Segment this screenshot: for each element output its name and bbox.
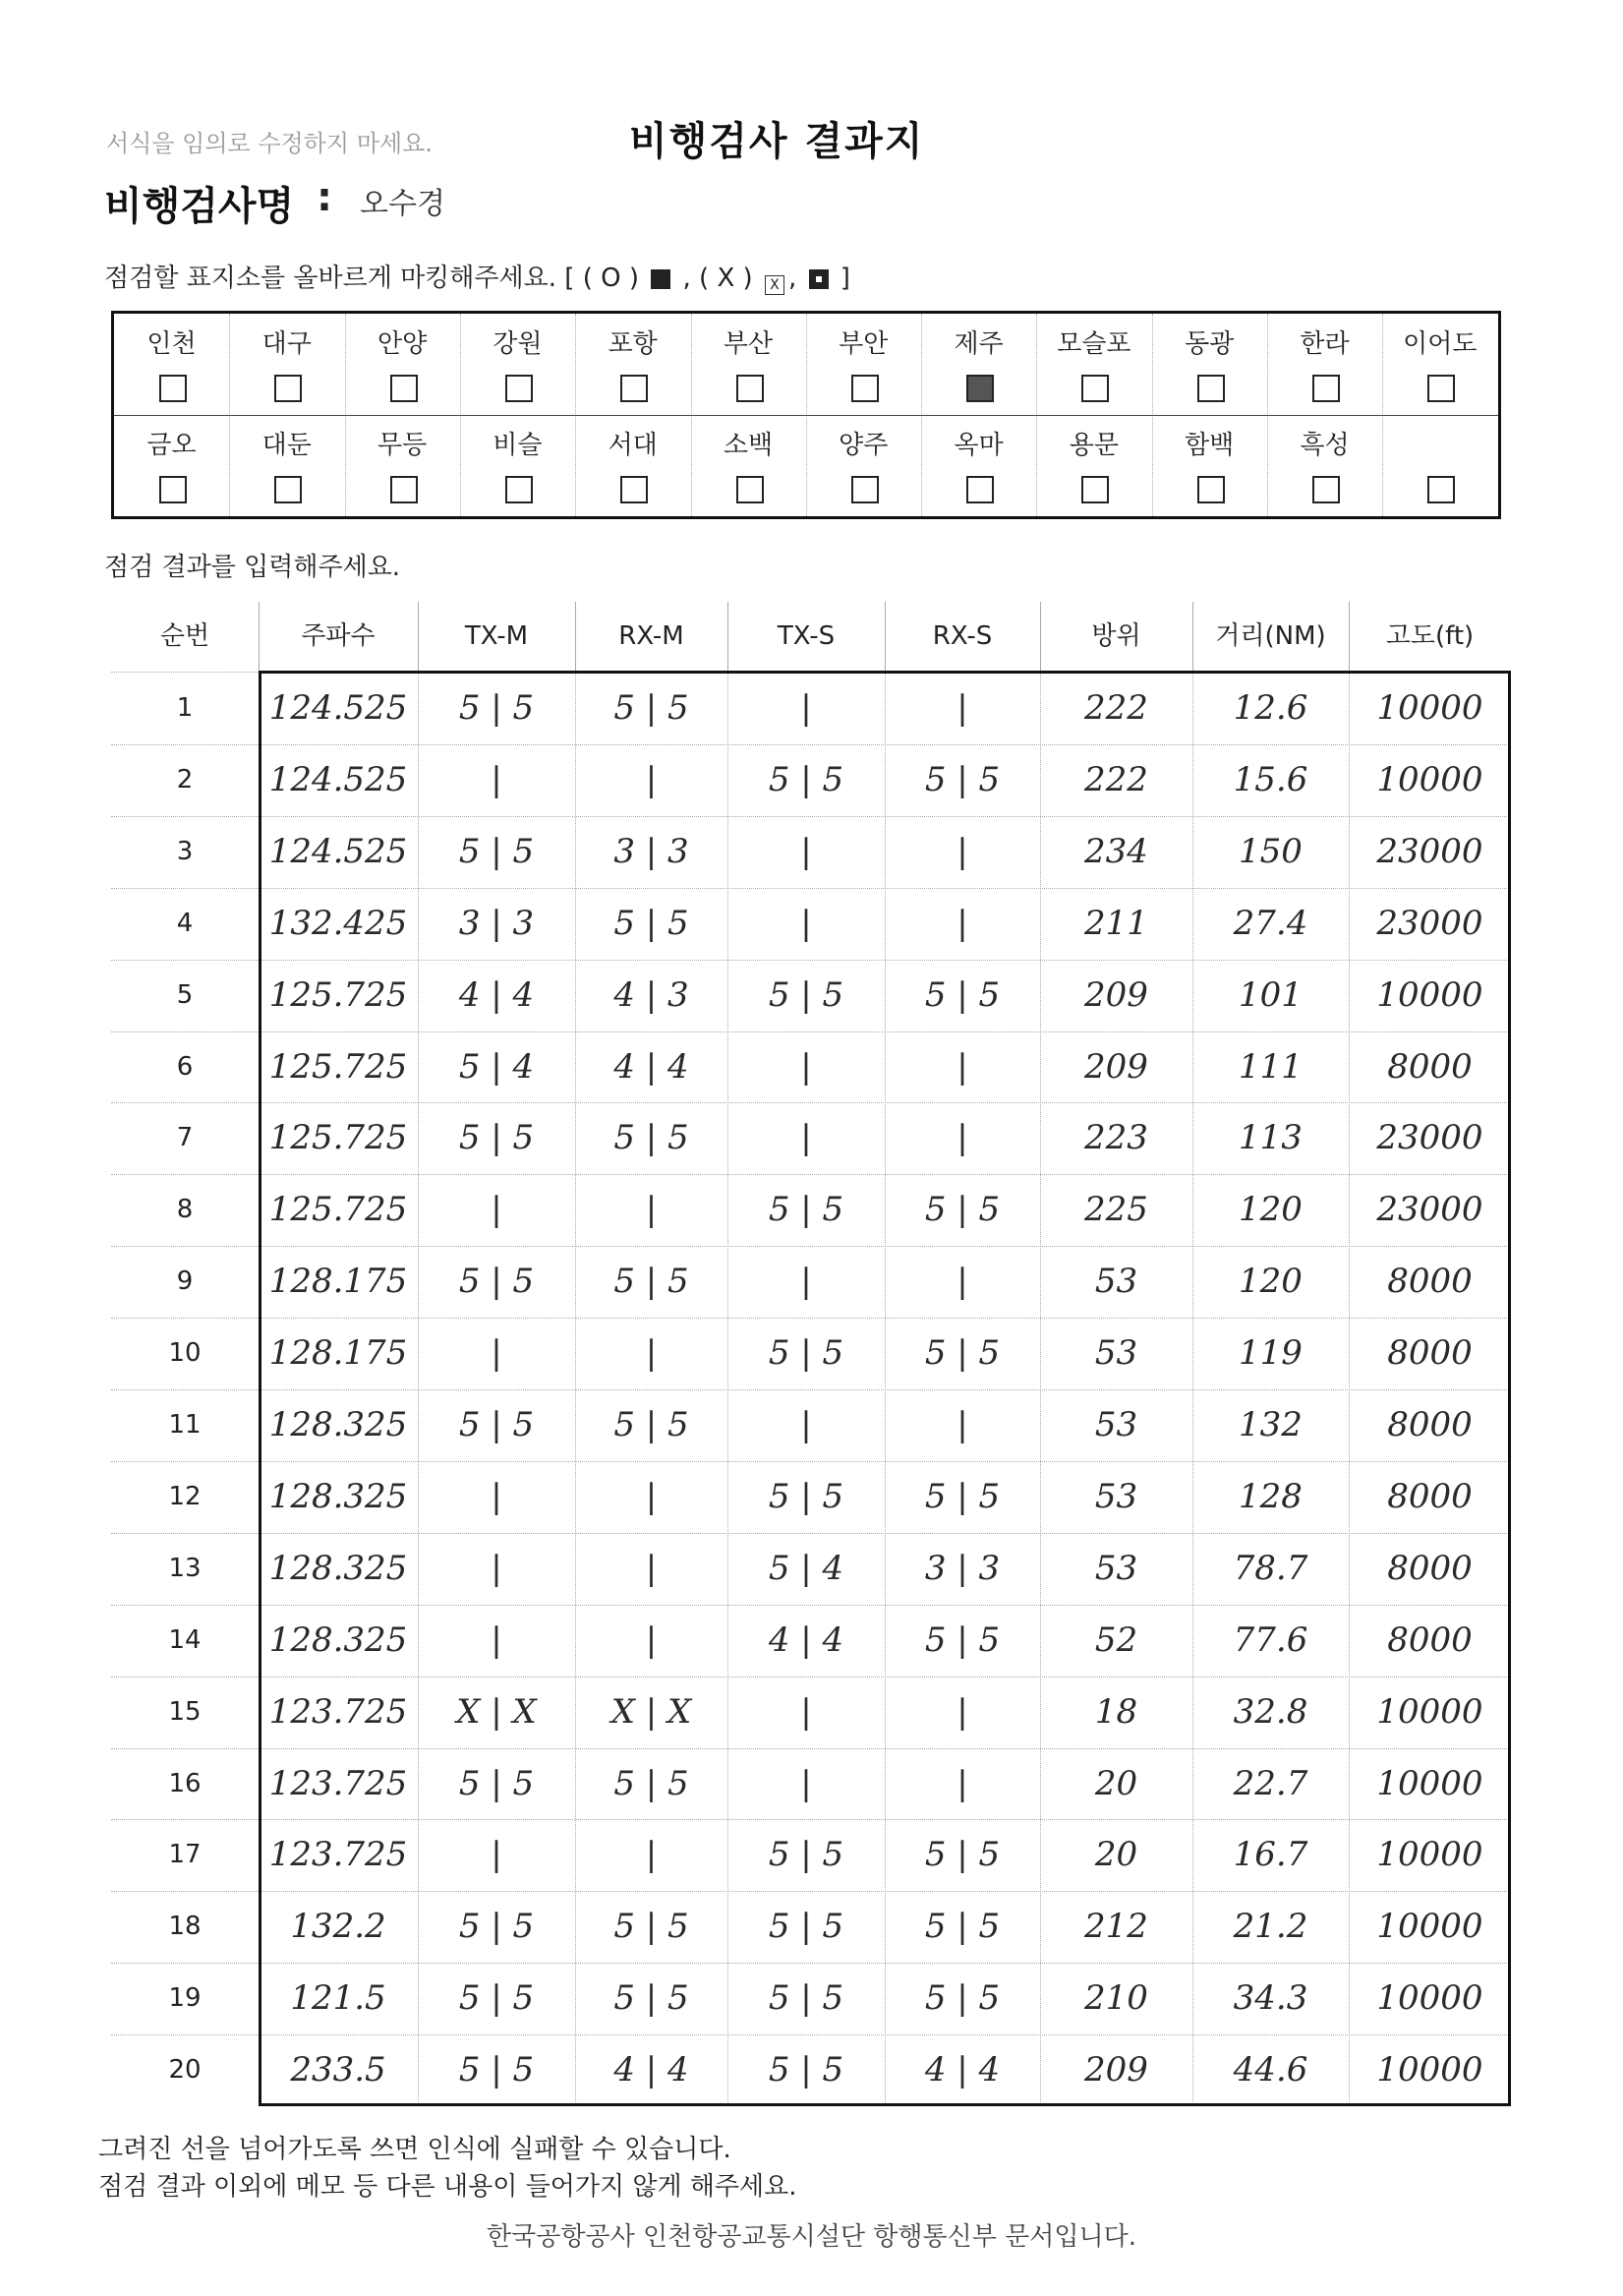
legend-dot-box-icon xyxy=(809,269,829,289)
cell-altitude[interactable]: 23000 xyxy=(1376,1190,1483,1230)
cell-distance[interactable]: 119 xyxy=(1239,1333,1303,1374)
cell-distance[interactable]: 34.3 xyxy=(1233,1978,1308,2019)
cell-rx-s[interactable]: 5 | 5 xyxy=(924,974,1001,1015)
cell-bearing[interactable]: 53 xyxy=(1094,1476,1138,1516)
cell-freq[interactable]: 233.5 xyxy=(290,2050,386,2090)
cell-bearing[interactable]: 53 xyxy=(1094,1333,1138,1374)
station-cell xyxy=(921,415,1036,516)
cell-rx-s[interactable]: 5 | 5 xyxy=(924,759,1001,799)
column-header-tx-s: TX-S xyxy=(777,621,836,651)
station-name: 포항 xyxy=(608,329,658,359)
station-name: 모슬포 xyxy=(1057,329,1131,359)
legend-filled-box-icon xyxy=(651,269,670,289)
cell-distance[interactable]: 113 xyxy=(1239,1118,1303,1158)
cell-bearing[interactable]: 209 xyxy=(1084,1046,1148,1087)
cell-tx-m[interactable]: 4 | 4 xyxy=(458,974,535,1015)
cell-rx-s[interactable]: 5 | 5 xyxy=(924,1835,1001,1875)
cell-tx-m[interactable]: | xyxy=(491,1835,502,1875)
cell-distance[interactable]: 120 xyxy=(1239,1262,1303,1302)
cell-distance[interactable]: 44.6 xyxy=(1233,2050,1308,2090)
cell-freq[interactable]: 125.725 xyxy=(268,974,408,1015)
cell-altitude[interactable]: 10000 xyxy=(1376,1835,1483,1875)
cell-bearing[interactable]: 211 xyxy=(1084,903,1148,943)
station-name: 동광 xyxy=(1185,329,1235,359)
legend-comma: , xyxy=(787,264,797,293)
cell-altitude[interactable]: 23000 xyxy=(1376,903,1483,943)
station-grid-row-divider xyxy=(114,415,1498,416)
cell-freq[interactable]: 128.325 xyxy=(268,1619,408,1660)
cell-distance[interactable]: 150 xyxy=(1239,831,1303,871)
cell-tx-s[interactable]: | xyxy=(800,1262,812,1302)
station-name: 부산 xyxy=(723,329,774,359)
cell-tx-m[interactable]: 5 | 5 xyxy=(458,1118,535,1158)
results-instruction: 점검 결과를 입력해주세요. xyxy=(104,553,401,582)
cell-bearing[interactable]: 222 xyxy=(1084,759,1148,799)
cell-bearing[interactable]: 53 xyxy=(1094,1548,1138,1588)
station-cell xyxy=(1382,314,1497,415)
cell-tx-s[interactable]: 5 | 5 xyxy=(768,1190,844,1230)
cell-altitude[interactable]: 10000 xyxy=(1376,2050,1483,2090)
cell-tx-s[interactable]: 5 | 5 xyxy=(768,1978,844,2019)
cell-tx-s[interactable]: | xyxy=(800,1118,812,1158)
station-cell xyxy=(460,415,575,516)
header-separator xyxy=(259,602,260,671)
station-name: 용문 xyxy=(1069,431,1119,460)
cell-tx-s[interactable]: 5 | 5 xyxy=(768,974,844,1015)
cell-rx-m[interactable]: 5 | 5 xyxy=(613,1118,689,1158)
station-name: 금오 xyxy=(146,431,197,460)
cell-freq[interactable]: 123.725 xyxy=(268,1691,408,1732)
station-checkbox[interactable] xyxy=(1081,375,1109,402)
cell-tx-s[interactable]: 5 | 5 xyxy=(768,1333,844,1374)
cell-tx-s[interactable]: | xyxy=(800,1046,812,1087)
cell-altitude[interactable]: 10000 xyxy=(1376,1763,1483,1803)
station-checkbox[interactable] xyxy=(1312,375,1340,402)
station-cell xyxy=(1267,415,1382,516)
cell-distance[interactable]: 21.2 xyxy=(1233,1907,1308,1947)
cell-tx-m[interactable]: | xyxy=(491,1333,502,1374)
cell-seq: 20 xyxy=(168,2055,202,2086)
cell-altitude[interactable]: 10000 xyxy=(1376,1907,1483,1947)
cell-seq: 1 xyxy=(176,693,194,723)
cell-rx-m[interactable]: | xyxy=(645,1333,658,1374)
cell-bearing[interactable]: 222 xyxy=(1084,688,1148,728)
cell-rx-s[interactable]: | xyxy=(956,1118,968,1158)
cell-seq: 11 xyxy=(168,1410,202,1440)
cell-bearing[interactable]: 210 xyxy=(1084,1978,1148,2019)
cell-tx-m[interactable]: | xyxy=(491,759,502,799)
cell-distance[interactable]: 120 xyxy=(1239,1190,1303,1230)
cell-bearing[interactable]: 209 xyxy=(1084,2050,1148,2090)
cell-tx-s[interactable]: 5 | 5 xyxy=(768,759,844,799)
cell-freq[interactable]: 128.175 xyxy=(268,1262,408,1302)
column-header-tx-m: TX-M xyxy=(464,621,529,651)
cell-bearing[interactable]: 53 xyxy=(1094,1405,1138,1444)
cell-seq: 8 xyxy=(176,1195,194,1225)
cell-rx-s[interactable]: 5 | 5 xyxy=(924,1619,1001,1660)
station-cell xyxy=(1152,415,1267,516)
station-cell xyxy=(345,415,460,516)
cell-distance[interactable]: 132 xyxy=(1239,1405,1303,1444)
cell-freq[interactable]: 125.725 xyxy=(268,1046,408,1087)
station-cell xyxy=(460,314,575,415)
cell-distance[interactable]: 12.6 xyxy=(1233,688,1308,728)
station-checkbox[interactable] xyxy=(966,375,994,402)
cell-tx-m[interactable]: 5 | 5 xyxy=(458,1907,535,1947)
cell-bearing[interactable]: 234 xyxy=(1084,831,1148,871)
page-title: 비행검사 결과지 xyxy=(629,119,925,164)
station-name: 이어도 xyxy=(1403,329,1478,359)
station-checkbox[interactable] xyxy=(1312,476,1340,503)
cell-tx-m[interactable]: 5 | 5 xyxy=(458,688,535,728)
station-cell xyxy=(575,415,690,516)
column-header-altitude: 고도(ft) xyxy=(1385,621,1475,651)
station-name: 소백 xyxy=(723,431,774,460)
cell-bearing[interactable]: 20 xyxy=(1094,1835,1138,1875)
column-header-bearing: 방위 xyxy=(1091,621,1141,651)
header-separator xyxy=(1349,602,1350,671)
station-cell xyxy=(691,415,806,516)
cell-freq[interactable]: 128.325 xyxy=(268,1476,408,1516)
station-cell xyxy=(921,314,1036,415)
station-cell xyxy=(1267,314,1382,415)
cell-tx-m[interactable]: 5 | 5 xyxy=(458,1978,535,2019)
cell-distance[interactable]: 77.6 xyxy=(1233,1619,1308,1660)
cell-rx-m[interactable]: X | X xyxy=(610,1691,692,1732)
station-checkbox[interactable] xyxy=(159,375,187,402)
inspection-name-colon: : xyxy=(317,175,332,220)
station-checkbox[interactable] xyxy=(1427,375,1455,402)
station-name: 옥마 xyxy=(954,431,1004,460)
cell-freq[interactable]: 123.725 xyxy=(268,1835,408,1875)
column-header-distance: 거리(NM) xyxy=(1215,621,1326,651)
cell-bearing[interactable]: 18 xyxy=(1094,1691,1138,1732)
station-cell xyxy=(691,314,806,415)
station-cell xyxy=(1152,314,1267,415)
cell-rx-m[interactable]: 4 | 4 xyxy=(613,1046,689,1087)
station-name: 함백 xyxy=(1185,431,1235,460)
cell-altitude[interactable]: 10000 xyxy=(1376,1691,1483,1732)
station-checkbox[interactable] xyxy=(851,375,879,402)
cell-freq[interactable]: 128.325 xyxy=(268,1548,408,1588)
header-separator xyxy=(1192,602,1193,671)
header-separator xyxy=(418,602,419,671)
station-cell xyxy=(806,314,921,415)
cell-altitude[interactable]: 8000 xyxy=(1387,1548,1473,1588)
form-hint: 서식을 임의로 수정하지 마세요. xyxy=(106,130,433,157)
cell-bearing[interactable]: 209 xyxy=(1084,974,1148,1015)
station-cell xyxy=(806,415,921,516)
station-name: 인천 xyxy=(146,329,197,359)
column-header-rx-s: RX-S xyxy=(932,621,993,651)
station-name: 양주 xyxy=(839,431,889,460)
cell-rx-m[interactable]: | xyxy=(645,1476,658,1516)
station-name: 비슬 xyxy=(493,431,543,460)
cell-bearing[interactable]: 212 xyxy=(1084,1907,1148,1947)
cell-freq[interactable]: 123.725 xyxy=(268,1763,408,1803)
marking-instruction xyxy=(104,258,850,295)
station-checkbox[interactable] xyxy=(1427,476,1455,503)
cell-rx-s[interactable]: | xyxy=(956,831,968,871)
cell-tx-m[interactable]: 5 | 5 xyxy=(458,1405,535,1444)
cell-seq: 14 xyxy=(168,1624,202,1655)
cell-tx-s[interactable]: 5 | 5 xyxy=(768,1476,844,1516)
cell-freq[interactable]: 132.425 xyxy=(268,903,408,943)
cell-seq: 19 xyxy=(168,1983,202,2014)
station-cell xyxy=(575,314,690,415)
cell-tx-s[interactable]: 5 | 5 xyxy=(768,1835,844,1875)
column-header-rx-m: RX-M xyxy=(618,621,684,651)
cell-freq[interactable]: 128.325 xyxy=(268,1405,408,1444)
cell-rx-s[interactable]: 5 | 5 xyxy=(924,1978,1001,2019)
station-cell xyxy=(1036,415,1151,516)
cell-altitude[interactable]: 23000 xyxy=(1376,1118,1483,1158)
cell-rx-m[interactable]: 5 | 5 xyxy=(613,1405,689,1444)
station-checkbox[interactable] xyxy=(736,375,764,402)
cell-freq[interactable]: 125.725 xyxy=(268,1190,408,1230)
station-name: 한라 xyxy=(1300,329,1350,359)
cell-rx-s[interactable]: | xyxy=(956,688,968,728)
cell-rx-m[interactable]: 5 | 5 xyxy=(613,1262,689,1302)
footer-note-2: 점검 결과 이외에 메모 등 다른 내용이 들어가지 않게 해주세요. xyxy=(98,2172,797,2202)
inspection-name-label: 비행검사명 xyxy=(104,184,295,229)
marking-instruction-text: 점검할 표지소를 올바르게 마킹해주세요. xyxy=(104,264,557,293)
station-name: 서대 xyxy=(608,431,658,460)
cell-bearing[interactable]: 225 xyxy=(1084,1190,1148,1230)
cell-distance[interactable]: 27.4 xyxy=(1233,903,1308,943)
legend-x-box-icon: X xyxy=(765,275,784,295)
station-name: 대구 xyxy=(261,329,312,359)
cell-rx-s[interactable]: 5 | 5 xyxy=(924,1907,1001,1947)
cell-distance[interactable]: 111 xyxy=(1239,1046,1303,1087)
station-name: 제주 xyxy=(954,329,1004,359)
cell-altitude[interactable]: 10000 xyxy=(1376,688,1483,728)
station-cell xyxy=(114,314,229,415)
cell-tx-s[interactable]: | xyxy=(800,1763,812,1803)
cell-rx-s[interactable]: | xyxy=(956,1691,968,1732)
cell-seq: 12 xyxy=(168,1481,202,1511)
cell-seq: 5 xyxy=(176,979,194,1010)
cell-rx-m[interactable]: 5 | 5 xyxy=(613,1978,689,2019)
cell-rx-s[interactable]: 3 | 3 xyxy=(924,1548,1001,1588)
cell-seq: 17 xyxy=(168,1840,202,1870)
cell-tx-m[interactable]: 3 | 3 xyxy=(458,903,535,943)
cell-bearing[interactable]: 223 xyxy=(1084,1118,1148,1158)
cell-distance[interactable]: 22.7 xyxy=(1233,1763,1308,1803)
station-checkbox[interactable] xyxy=(159,476,187,503)
cell-rx-s[interactable]: 4 | 4 xyxy=(924,2050,1001,2090)
cell-bearing[interactable]: 53 xyxy=(1094,1262,1138,1302)
cell-altitude[interactable]: 8000 xyxy=(1387,1476,1473,1516)
cell-freq[interactable]: 124.525 xyxy=(268,688,408,728)
cell-rx-m[interactable]: | xyxy=(645,1548,658,1588)
cell-seq: 2 xyxy=(176,764,194,795)
station-checkbox[interactable] xyxy=(620,476,648,503)
legend-mid: , ( X ) xyxy=(682,264,753,293)
cell-tx-s[interactable]: 5 | 5 xyxy=(768,1907,844,1947)
cell-distance[interactable]: 78.7 xyxy=(1233,1548,1308,1588)
footer-organization: 한국공항공사 인천항공교통시설단 항행통신부 문서입니다. xyxy=(487,2222,1136,2252)
station-grid xyxy=(111,311,1501,519)
inspection-name-value[interactable]: 오수경 xyxy=(360,187,445,221)
cell-tx-s[interactable]: 5 | 4 xyxy=(768,1548,844,1588)
column-header-seq: 순번 xyxy=(159,621,210,651)
legend-open: [ ( O ) xyxy=(564,264,639,293)
cell-rx-m[interactable]: | xyxy=(645,1619,658,1660)
station-cell xyxy=(345,314,460,415)
station-name: 무등 xyxy=(377,431,428,460)
cell-tx-s[interactable]: 4 | 4 xyxy=(768,1619,844,1660)
station-cell xyxy=(114,415,229,516)
station-checkbox[interactable] xyxy=(390,476,418,503)
cell-tx-m[interactable]: 5 | 4 xyxy=(458,1046,535,1087)
cell-freq[interactable]: 125.725 xyxy=(268,1118,408,1158)
station-checkbox[interactable] xyxy=(851,476,879,503)
cell-altitude[interactable]: 8000 xyxy=(1387,1333,1473,1374)
cell-rx-m[interactable]: 5 | 5 xyxy=(613,1907,689,1947)
cell-freq[interactable]: 128.175 xyxy=(268,1333,408,1374)
station-cell xyxy=(1382,415,1497,516)
cell-freq[interactable]: 121.5 xyxy=(290,1978,386,2019)
cell-tx-m[interactable]: X | X xyxy=(456,1691,537,1732)
cell-distance[interactable]: 32.8 xyxy=(1233,1691,1308,1732)
cell-altitude[interactable]: 10000 xyxy=(1376,974,1483,1015)
cell-seq: 4 xyxy=(176,908,194,938)
station-name: 흑성 xyxy=(1300,431,1350,460)
cell-rx-s[interactable]: 5 | 5 xyxy=(924,1190,1001,1230)
cell-seq: 10 xyxy=(168,1338,202,1369)
cell-rx-s[interactable]: | xyxy=(956,1763,968,1803)
cell-seq: 15 xyxy=(168,1696,202,1727)
station-checkbox[interactable] xyxy=(1081,476,1109,503)
cell-tx-s[interactable]: 5 | 5 xyxy=(768,2050,844,2090)
cell-rx-s[interactable]: 5 | 5 xyxy=(924,1476,1001,1516)
cell-tx-m[interactable]: 5 | 5 xyxy=(458,2050,535,2090)
cell-bearing[interactable]: 20 xyxy=(1094,1763,1138,1803)
header-separator xyxy=(1040,602,1041,671)
cell-rx-m[interactable]: 4 | 3 xyxy=(613,974,689,1015)
cell-rx-m[interactable]: 4 | 4 xyxy=(613,2050,689,2090)
cell-seq: 16 xyxy=(168,1768,202,1798)
cell-rx-m[interactable]: 5 | 5 xyxy=(613,1763,689,1803)
station-name: 대둔 xyxy=(261,431,312,460)
footer-note-1: 그려진 선을 넘어가도록 쓰면 인식에 실패할 수 있습니다. xyxy=(98,2135,731,2164)
cell-bearing[interactable]: 52 xyxy=(1094,1619,1138,1660)
cell-altitude[interactable]: 10000 xyxy=(1376,1978,1483,2019)
cell-rx-s[interactable]: | xyxy=(956,1262,968,1302)
cell-distance[interactable]: 15.6 xyxy=(1233,759,1308,799)
station-checkbox[interactable] xyxy=(736,476,764,503)
station-cell xyxy=(229,415,344,516)
cell-tx-s[interactable]: | xyxy=(800,831,812,871)
cell-tx-m[interactable]: 5 | 5 xyxy=(458,1763,535,1803)
station-checkbox[interactable] xyxy=(390,375,418,402)
cell-rx-m[interactable]: 3 | 3 xyxy=(613,831,689,871)
station-name: 부안 xyxy=(839,329,889,359)
station-checkbox[interactable] xyxy=(966,476,994,503)
station-cell xyxy=(229,314,344,415)
cell-altitude[interactable]: 8000 xyxy=(1387,1262,1473,1302)
cell-rx-m[interactable]: | xyxy=(645,1190,658,1230)
cell-tx-s[interactable]: | xyxy=(800,1691,812,1732)
results-table-border xyxy=(259,671,1511,2106)
cell-altitude[interactable]: 8000 xyxy=(1387,1619,1473,1660)
cell-tx-m[interactable]: 5 | 5 xyxy=(458,831,535,871)
header-separator xyxy=(727,602,728,671)
cell-rx-m[interactable]: | xyxy=(645,759,658,799)
cell-tx-s[interactable]: | xyxy=(800,903,812,943)
cell-tx-m[interactable]: | xyxy=(491,1548,502,1588)
cell-freq[interactable]: 124.525 xyxy=(268,831,408,871)
cell-seq: 3 xyxy=(176,836,194,866)
cell-rx-m[interactable]: 5 | 5 xyxy=(613,903,689,943)
station-checkbox[interactable] xyxy=(1197,476,1225,503)
cell-tx-m[interactable]: | xyxy=(491,1190,502,1230)
cell-tx-s[interactable]: | xyxy=(800,688,812,728)
cell-tx-m[interactable]: 5 | 5 xyxy=(458,1262,535,1302)
cell-seq: 9 xyxy=(176,1266,194,1297)
station-checkbox[interactable] xyxy=(274,476,302,503)
cell-distance[interactable]: 128 xyxy=(1239,1476,1303,1516)
cell-rx-s[interactable]: | xyxy=(956,1405,968,1444)
cell-rx-s[interactable]: | xyxy=(956,903,968,943)
cell-distance[interactable]: 101 xyxy=(1239,974,1303,1015)
cell-freq[interactable]: 132.2 xyxy=(290,1907,386,1947)
cell-tx-s[interactable]: | xyxy=(800,1405,812,1444)
cell-rx-m[interactable]: 5 | 5 xyxy=(613,688,689,728)
cell-altitude[interactable]: 23000 xyxy=(1376,831,1483,871)
cell-altitude[interactable]: 8000 xyxy=(1387,1405,1473,1444)
cell-seq: 7 xyxy=(176,1123,194,1153)
station-checkbox[interactable] xyxy=(1197,375,1225,402)
cell-altitude[interactable]: 8000 xyxy=(1387,1046,1473,1087)
cell-rx-s[interactable]: | xyxy=(956,1046,968,1087)
legend-close: ] xyxy=(840,264,850,293)
cell-tx-m[interactable]: | xyxy=(491,1619,502,1660)
cell-freq[interactable]: 124.525 xyxy=(268,759,408,799)
cell-seq: 13 xyxy=(168,1553,202,1583)
station-name: 강원 xyxy=(493,329,543,359)
cell-tx-m[interactable]: | xyxy=(491,1476,502,1516)
station-name: 안양 xyxy=(377,329,428,359)
station-checkbox[interactable] xyxy=(505,476,533,503)
station-cell xyxy=(1036,314,1151,415)
cell-altitude[interactable]: 10000 xyxy=(1376,759,1483,799)
cell-distance[interactable]: 16.7 xyxy=(1233,1835,1308,1875)
column-header-freq: 주파수 xyxy=(301,621,376,651)
cell-rx-m[interactable]: | xyxy=(645,1835,658,1875)
header-separator xyxy=(575,602,576,671)
cell-seq: 6 xyxy=(176,1051,194,1082)
station-checkbox[interactable] xyxy=(505,375,533,402)
cell-rx-s[interactable]: 5 | 5 xyxy=(924,1333,1001,1374)
station-checkbox[interactable] xyxy=(620,375,648,402)
station-checkbox[interactable] xyxy=(274,375,302,402)
cell-seq: 18 xyxy=(168,1912,202,1942)
header-separator xyxy=(885,602,886,671)
